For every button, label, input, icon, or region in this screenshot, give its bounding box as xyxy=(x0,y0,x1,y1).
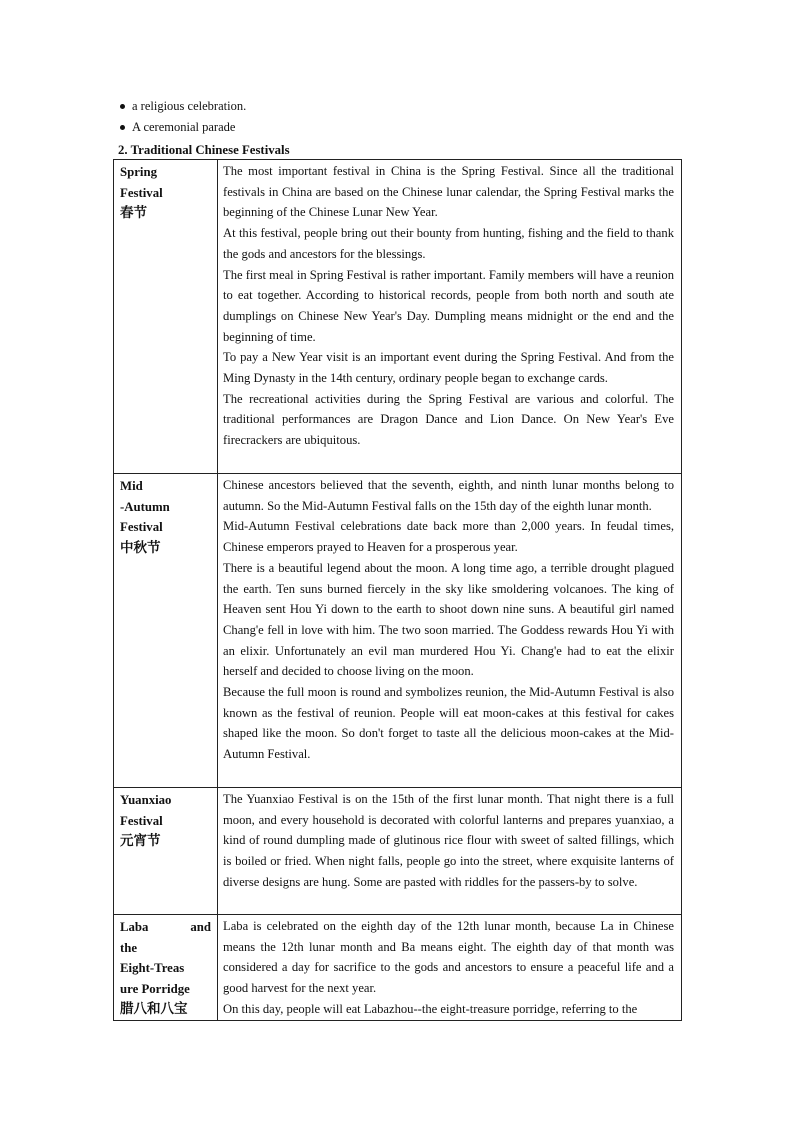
festival-name-en: Festival xyxy=(120,185,163,200)
paragraph: The most important festival in China is the Spring Festival. Since all the traditional festivals in China are based on the Chinese lunar calendar, the Spring Festival marks the beginning of the Chinese Lunar New Year. xyxy=(223,164,674,220)
bullet-dot-icon xyxy=(120,125,125,130)
bullet-text: a religious celebration. xyxy=(132,99,247,113)
paragraph: Chinese ancestors believed that the seventh, eighth, and ninth lunar months belong to autumn. So the Mid-Autumn Festival falls on the 15th day of the eighth lunar month. xyxy=(223,478,674,513)
festival-name-cell xyxy=(114,915,218,1021)
section-title: 2. Traditional Chinese Festivals xyxy=(118,143,290,157)
festival-name-en: Spring xyxy=(120,165,157,179)
festival-name-en: ure Porridge xyxy=(120,981,190,996)
bullet-dot-icon xyxy=(120,104,125,109)
festival-description-cell xyxy=(218,915,682,1021)
festival-name-en: Laba and xyxy=(120,920,211,934)
bullet-text: A ceremonial parade xyxy=(132,120,236,134)
festival-name-en: -Autumn xyxy=(120,499,170,514)
paragraph: The first meal in Spring Festival is rather important. Family members will have a reunion to eat together. According to historical records, people from both north and south ate dumplings on Chinese New Year's Day. Dumpling means midnight or the end and the beginning of time. xyxy=(223,267,674,344)
festival-name-cell xyxy=(114,160,218,474)
bullet-item xyxy=(118,96,246,117)
festivals-table xyxy=(113,159,682,1021)
festival-name-en: Festival xyxy=(120,520,163,535)
festival-description-cell xyxy=(218,160,682,474)
festival-name-cell xyxy=(114,788,218,915)
paragraph: The Yuanxiao Festival is on the 15th of the first lunar month. That night there is a full moon, and every household is decorated with colorful lanterns and prepares yuanxiao, a kind of round dumpling made of glutinous rice flour with sweet of salted fillings, which is boiled or fried. When night falls, people go into the street, where exquisite lanterns of diverse designs are hung. Some are pasted with riddles for the passers-by to solve. xyxy=(223,792,674,889)
paragraph: To pay a New Year visit is an important event during the Spring Festival. And from the Ming Dynasty in the 14th century, ordinary people began to exchange cards. xyxy=(223,350,674,386)
festival-name-zh: 中秋节 xyxy=(120,539,161,556)
table-row xyxy=(114,160,682,474)
paragraph: There is a beautiful legend about the moon. A long time ago, a terrible drought plagued the earth. Ten suns burned fiercely in the sky like smoldering volcanoes. The king of Heaven sent Hou Yi down to the earth to shoot down nine suns. A beautiful girl named Chang'e fell in love with him. The two soon married. The Goddess rewards Hou Yi with an elixir. Unfortunately an evil man murdered Hou Yi. Chang'e had to eat the elixir herself and decided to choose living on the moon. xyxy=(223,560,674,679)
table-row xyxy=(114,474,682,788)
paragraph: The recreational activities during the Spring Festival are various and colorful. The traditional performances are Dragon Dance and Lion Dance. On New Year's Eve firecrackers are ubiquitous. xyxy=(223,391,674,448)
paragraph: On this day, people will eat Labazhou--the eight-treasure porridge, referring to the xyxy=(223,1001,638,1016)
festival-description-cell xyxy=(218,474,682,788)
festival-name-en: Yuanxiao xyxy=(120,793,172,807)
bullet-item xyxy=(118,117,246,138)
festival-name-en: Festival xyxy=(120,813,163,828)
paragraph: Mid-Autumn Festival celebrations date back more than 2,000 years. In feudal times, Chinese emperors prayed to Heaven for a prosperous year. xyxy=(223,519,674,555)
festival-description-cell xyxy=(218,788,682,915)
festival-name-zh: 春节 xyxy=(120,205,147,222)
paragraph: At this festival, people bring out their bounty from hunting, fishing and the field to thank the gods and ancestors for the blessings. xyxy=(223,226,674,261)
paragraph: Laba is celebrated on the eighth day of the 12th lunar month, because La in Chinese means the 12th lunar month and Ba means eight. The eighth day of that month was considered a day for sacrifice to the gods and ancestors to ensure a peaceful life and a good harvest for the next year. xyxy=(223,919,674,996)
festival-name-zh: 元宵节 xyxy=(120,833,161,850)
festival-name-zh: 腊八和八宝 xyxy=(120,1001,188,1018)
table-row xyxy=(114,788,682,915)
table-row xyxy=(114,915,682,1021)
paragraph: Because the full moon is round and symbolizes reunion, the Mid-Autumn Festival is also known as the festival of reunion. People will eat moon-cakes at this festival for cakes shaped like the moon. So don't forget to taste all the delicious moon-cakes at the Mid-Autumn Festival. xyxy=(223,685,674,762)
festival-name-en: Mid xyxy=(120,479,143,493)
bullet-list xyxy=(118,96,246,138)
festival-name-cell xyxy=(114,474,218,788)
festival-name-en: the xyxy=(120,940,138,955)
festival-name-en: Eight-Treas xyxy=(120,961,185,976)
